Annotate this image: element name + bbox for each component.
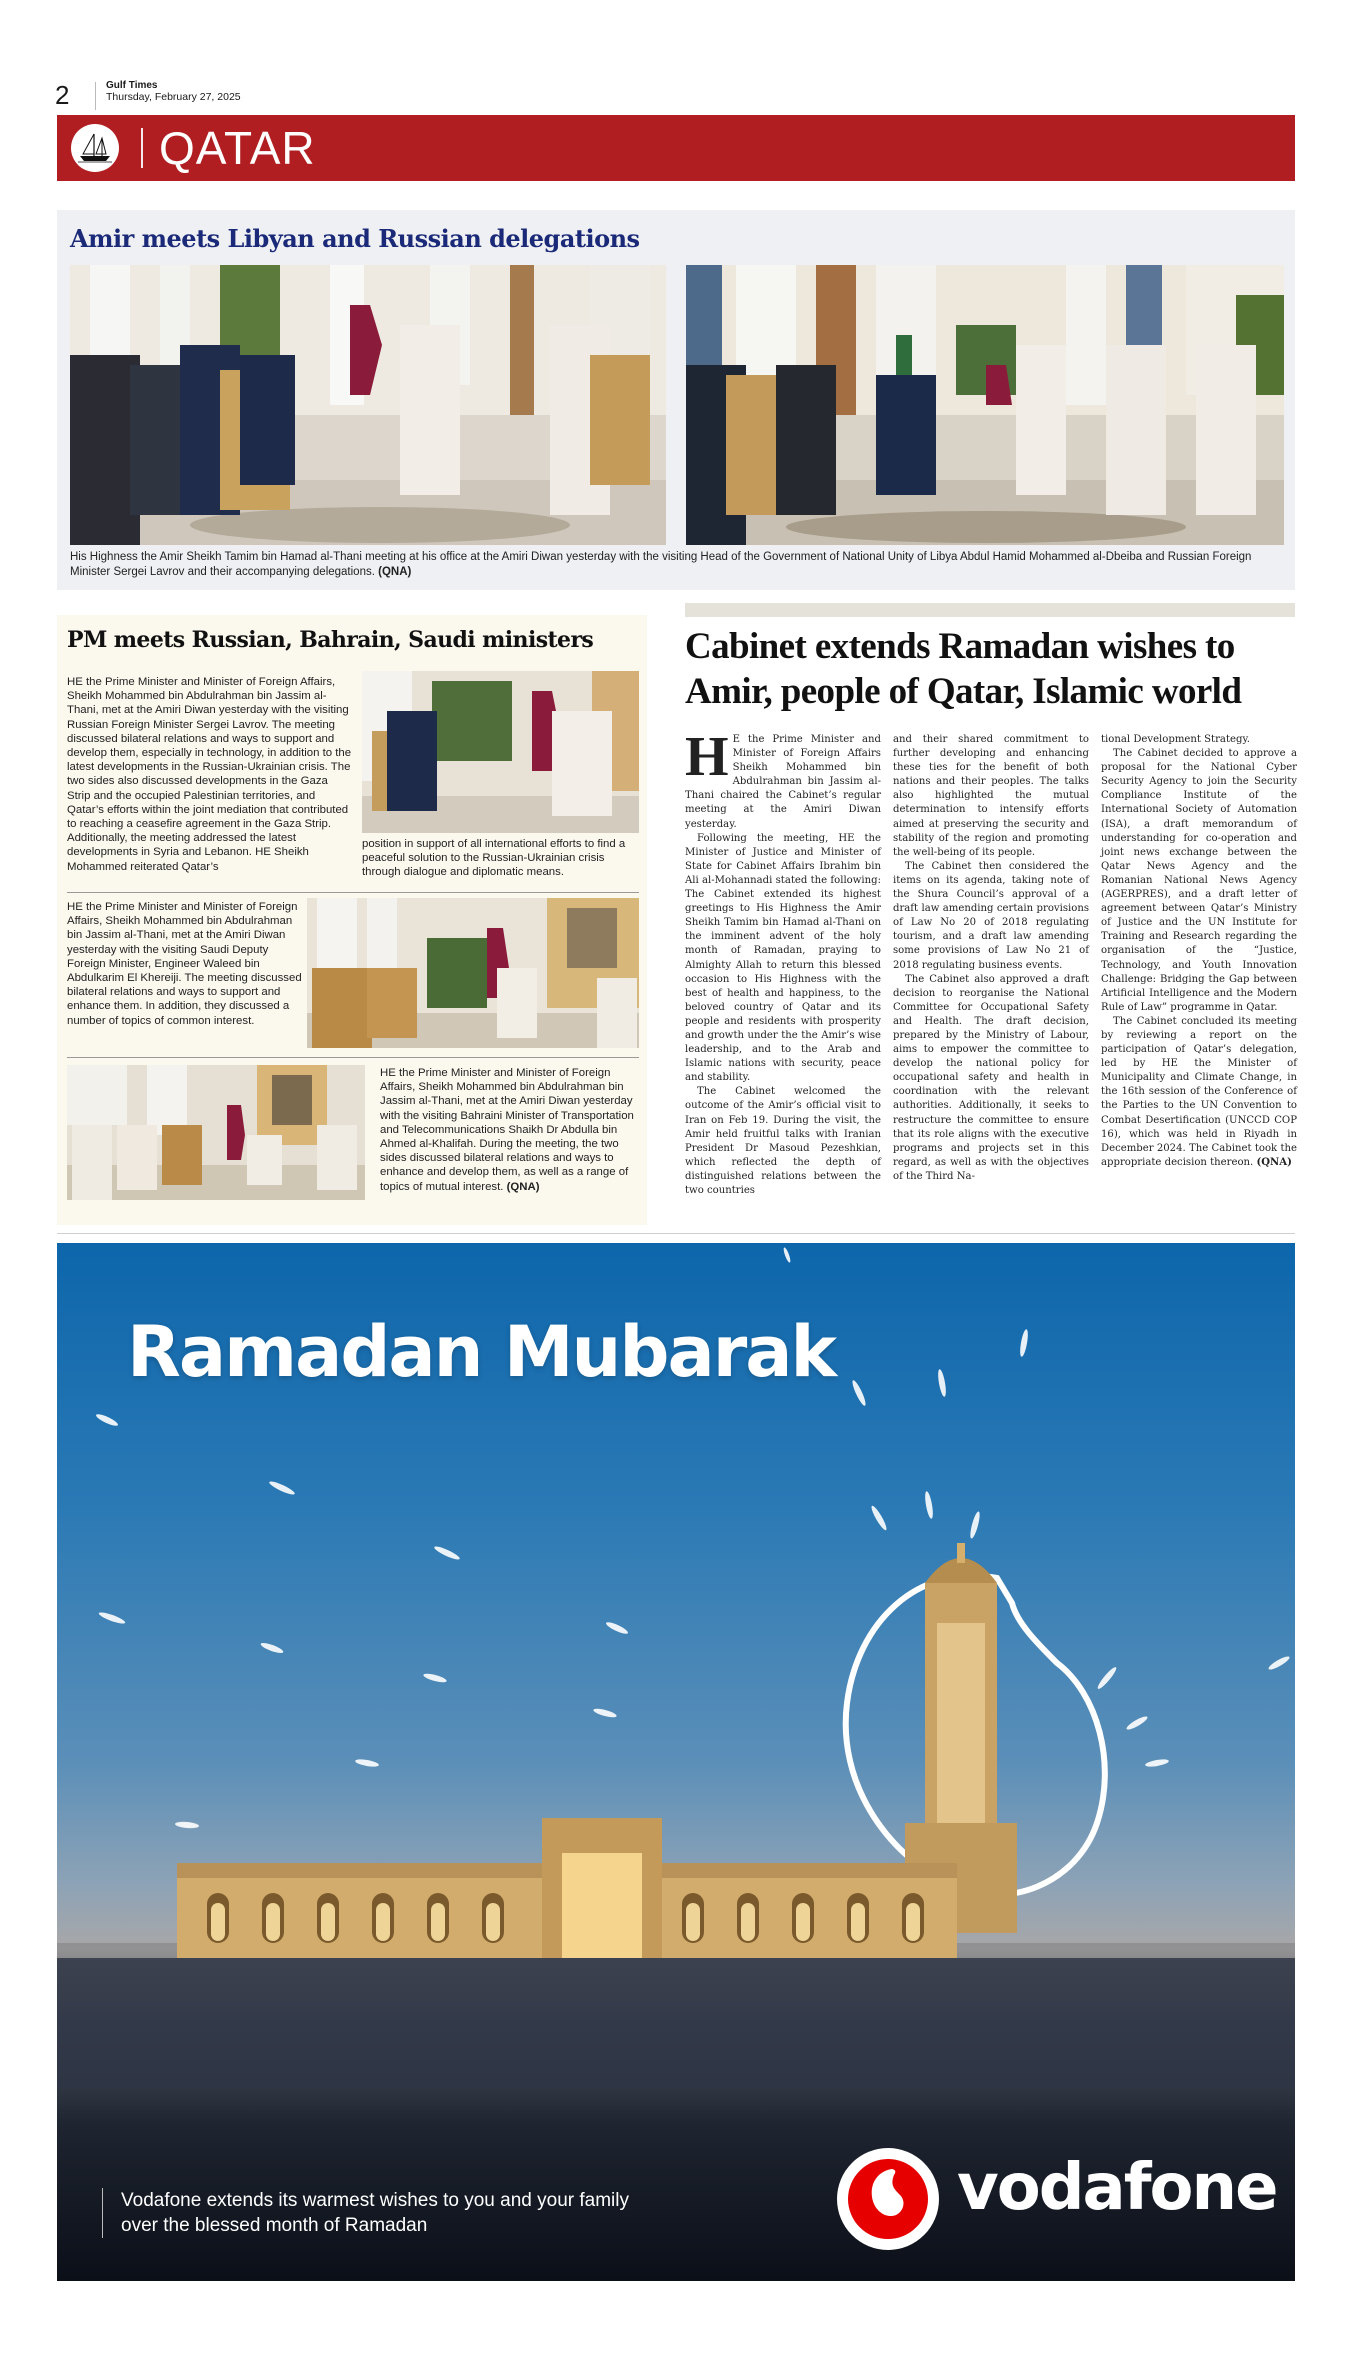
paragraph: The Cabinet decided to approve a proposal for the National Cyber Security Agency to join the Security Compliance Institute of the International Society of Automation (ISA), a draft memorandum of understanding for co-operation and joint news exchange between the Qatar News Agency and the Romanian National News Agency (AGERPRES), and a draft letter of agreement between Qatar’s Ministry of Justice and the UN Institute for Training and Research regarding the organisation of the “Justice, Technology, and Youth Innovation Challenge: Bridging the Gap between Artificial Intelligence and the Modern Rule of Law” programme in Qatar. xyxy=(1101,748,1297,1013)
paragraph-text: The Cabinet concluded its meeting by reviewing a report on the participation of Qatar’s delegation, led by HE the Minister of Municipality and Climate Change, in the 16th session of the Conference of the Parties to the UN Convention to Combat Desertification (UNCCD COP 16), which was held in Riyadh in December 2024. The Cabinet took the appropriate decision thereon. xyxy=(1101,1015,1297,1168)
top-story-headline: Amir meets Libyan and Russian delegations xyxy=(70,224,640,253)
pm-bahrain-body: HE the Prime Minister and Minister of Foreign Affairs, Sheikh Mohammed bin Abdulrahman bin Jassim al-Thani, met at the Amiri Diwan yesterday with the visiting Bahraini Minister of Transportation and Telecommunications Shaikh Dr Abdulla bin Ahmed al-Khalifah. During the meeting, the two sides discussed bilateral relations and ways to enhance and develop them, as well as a range of topics of mutual interest. xyxy=(380,1067,634,1193)
paragraph xyxy=(685,726,881,832)
paragraph xyxy=(1101,1015,1297,1170)
vodafone-logo-icon xyxy=(837,2148,939,2250)
section-banner xyxy=(57,115,1295,181)
paragraph: and their shared commitment to further developing and enhancing these ties for the benefit of both nations and their peoples. The talks also highlighted the mutual determination to intensify efforts aimed at preserving the security and stability of the region and promoting the well-being of its people. xyxy=(893,734,1089,858)
pm-russia-text-continued: position in support of all international efforts to find a peaceful solution to the Russian-Ukrainian crisis through dialogue and diplomatic means. xyxy=(362,838,626,879)
dhow-icon xyxy=(71,124,119,172)
photo-pm-bahraini-minister xyxy=(67,1065,365,1200)
story-topbar xyxy=(685,603,1295,617)
pm-box-headline: PM meets Russian, Bahrain, Saudi ministers xyxy=(67,627,594,653)
cabinet-column-1 xyxy=(685,726,881,1198)
photo-pm-saudi-minister xyxy=(307,898,639,1048)
ad-tagline-block xyxy=(102,2188,641,2238)
pm-bahrain-text xyxy=(380,1066,645,1194)
paragraph: The Cabinet also approved a draft decision to reorganise the National Committee for Occupational Safety and Health. The draft decision, prepared by the Ministry of Labour, aims to empower the committee to develop the national policy for occupational safety and health in coordination with the relevant authorities. Additionally, it seeks to restructure the committee to ensure that its role aligns with the executive programs and projects set in this regard, as well as with the objectives of the Third Na- xyxy=(893,973,1089,1182)
top-story-caption xyxy=(70,550,1282,580)
divider xyxy=(67,1057,639,1058)
banner-divider xyxy=(141,128,143,168)
photo-amir-russian-delegation xyxy=(70,265,666,545)
top-story xyxy=(57,210,1295,590)
photo-amir-libyan-delegation xyxy=(686,265,1284,545)
ad-tagline: Vodafone extends its warmest wishes to you and your family over the blessed month of Ramadan xyxy=(121,2190,629,2236)
cabinet-column-3 xyxy=(1101,733,1297,1170)
publication-name: Gulf Times xyxy=(106,80,158,91)
page-number: 2 xyxy=(55,80,70,110)
pm-bahrain-credit: (QNA) xyxy=(506,1180,540,1193)
pm-russia-text: HE the Prime Minister and Minister of Foreign Affairs, Sheikh Mohammed bin Abdulrahman bin Jassim al-Thani, met at the Amiri Diwan yesterday with the visiting Russian Foreign Minister Sergei Lavrov. The meeting discussed bilateral relations and ways to support and develop them, especially in technology, in addition to the latest developments in the Russian-Ukrainian crisis. The two sides also discussed developments in the Gaza Strip and the occupied Palestinian territories, and Qatar’s efforts within the joint mediation that contributed to reaching a ceasefire agreement in the Gaza Strip. Additionally, the meeting addressed the latest developments in Syria and Lebanon. HE Sheikh Mohammed reiterated Qatar’s xyxy=(67,676,352,873)
page-folio xyxy=(55,80,241,112)
divider xyxy=(67,892,639,893)
photo-pm-lavrov xyxy=(362,671,639,833)
paragraph: The Cabinet welcomed the outcome of the Amir’s official visit to Iran on Feb 19. During the visit, the Amir held fruitful talks with Iranian President Dr Masoud Pezeshkian, which reflected the depth of distinguished relations between the two countries xyxy=(685,1086,881,1196)
cabinet-headline: Cabinet extends Ramadan wishes to Amir, people of Qatar, Islamic world xyxy=(685,626,1242,712)
vodafone-wordmark: vodafone xyxy=(957,2151,1277,2225)
ad-headline: Ramadan Mubarak xyxy=(127,1311,836,1393)
publication-date: Thursday, February 27, 2025 xyxy=(106,91,241,103)
caption-credit: (QNA) xyxy=(378,566,412,578)
cabinet-credit: (QNA) xyxy=(1256,1156,1292,1168)
cabinet-column-2 xyxy=(893,733,1089,1184)
caption-text: His Highness the Amir Sheikh Tamim bin Hamad al-Thani meeting at his office at the Amiri Diwan yesterday with the visiting Head of the Government of National Unity of Libya Abdul Hamid Mohammed al-Dbeiba and Russian Foreign Minister Sergei Lavrov and their accompanying delegations. xyxy=(70,551,1252,578)
dropcap: H xyxy=(685,726,729,788)
paragraph: tional Development Strategy. xyxy=(1101,734,1251,745)
pm-saudi-text: HE the Prime Minister and Minister of Foreign Affairs, Sheikh Mohammed bin Abdulrahman bin Jassim al-Thani, met at the Amiri Diwan yesterday with the visiting Saudi Deputy Foreign Minister, Engineer Waleed bin Abdulkarim El Khereiji. The meeting discussed bilateral relations and ways to support and enhance them. In addition, they discussed a number of topics of common interest. xyxy=(67,901,302,1027)
section-title: QATAR xyxy=(159,122,316,174)
folio-divider xyxy=(95,82,96,110)
paragraph-text: E the Prime Minister and Minister of Foreign Affairs Sheikh Mohammed bin Abdulrahman bin Jassim al-Thani chaired the Cabinet’s regular meeting at the Amiri Diwan yesterday. xyxy=(685,734,881,830)
paragraph: Following the meeting, HE the Minister of Justice and Minister of State for Cabinet Affairs Ibrahim bin Ali al-Mohannadi stated the following: The Cabinet extended its highest greetings to His Highness the Amir Sheikh Tamim bin Hamad al-Thani on the imminent advent of the holy month of Ramadan, praying to Almighty Allah to return this blessed occasion to His Highness with the best of health and happiness, to the beloved country of Qatar and its people and residents with prosperity and growth under the the Amir’s wise leadership, and to the Arab and Islamic nations with security, peace and stability. xyxy=(685,832,881,1084)
pm-meetings-box xyxy=(57,615,647,1225)
vodafone-ramadan-ad[interactable] xyxy=(57,1243,1295,2281)
mosque-illustration xyxy=(57,1243,1295,2281)
paragraph: The Cabinet then considered the items on its agenda, taking note of the Shura Council’s approval of a draft law amending certain provisions of Law No 20 of 2018 regulating tourism, and a draft law amending some provisions of Law No 21 of 2018 regulating business events. xyxy=(893,860,1089,971)
page-divider xyxy=(57,1233,1295,1234)
